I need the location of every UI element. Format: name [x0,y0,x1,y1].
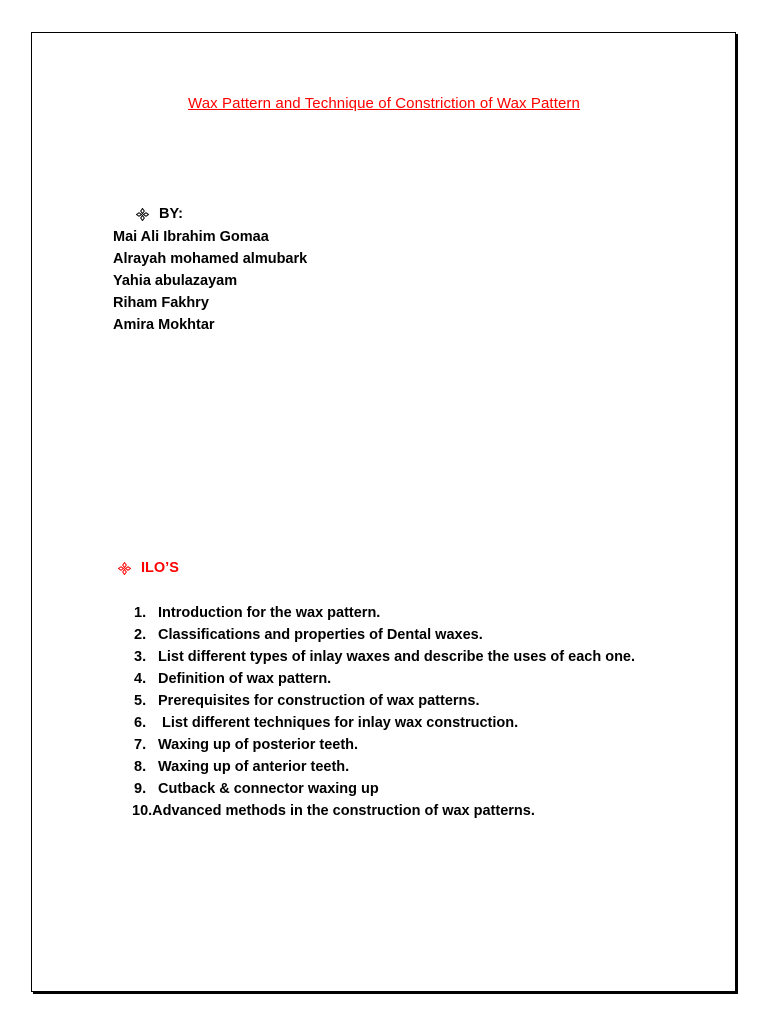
ilo-number: 3. [134,649,147,665]
ilo-item [134,668,635,690]
by-label: BY: [159,206,183,222]
author-name: Mai Ali Ibrahim Gomaa [113,229,269,245]
author-name: Yahia abulazayam [113,273,238,289]
ilo-number: 7. [134,737,147,753]
ilo-number: 9. [134,781,147,797]
by-heading [136,206,183,222]
ilo-number: 8. [134,759,147,775]
authors-list [113,226,307,336]
author-name: Riham Fakhry [113,295,209,311]
ilo-item [134,602,635,624]
ilos-heading [118,560,179,576]
page-border [31,32,736,992]
ilo-text: Introduction for the wax pattern. [158,605,381,621]
ilo-list [134,602,635,822]
ilo-text: Definition of wax pattern. [158,671,332,687]
four-diamond-bullet-icon [118,562,131,575]
author-name: Alrayah mohamed almubark [113,251,308,267]
ilo-text: List different techniques for inlay wax construction. [158,715,519,731]
ilo-item [134,624,635,646]
ilo-number: 10. [132,803,153,819]
ilo-text: Classifications and properties of Dental waxes. [158,627,483,643]
ilo-text: Waxing up of posterior teeth. [158,737,359,753]
ilo-item [132,800,635,822]
document-title: Wax Pattern and Technique of Constriction of Wax Pattern [188,95,580,112]
author-name: Amira Mokhtar [113,317,215,333]
ilo-item [134,690,635,712]
ilo-text: Waxing up of anterior teeth. [158,759,350,775]
ilo-number: 1. [134,605,147,621]
ilo-item [134,712,635,734]
ilos-label: ILO’S [141,560,179,576]
four-diamond-bullet-icon [136,208,149,221]
ilo-item [134,734,635,756]
ilo-item [134,778,635,800]
ilo-text: Prerequisites for construction of wax patterns. [158,693,480,709]
ilo-number: 4. [134,671,147,687]
ilo-text: List different types of inlay waxes and describe the uses of each one. [158,649,636,665]
ilo-text: Advanced methods in the construction of wax patterns. [152,803,535,819]
ilo-number: 2. [134,627,147,643]
ilo-item [134,756,635,778]
ilo-number: 6. [134,715,147,731]
ilo-item [134,646,635,668]
ilo-number: 5. [134,693,147,709]
ilo-text: Cutback & connector waxing up [158,781,379,797]
